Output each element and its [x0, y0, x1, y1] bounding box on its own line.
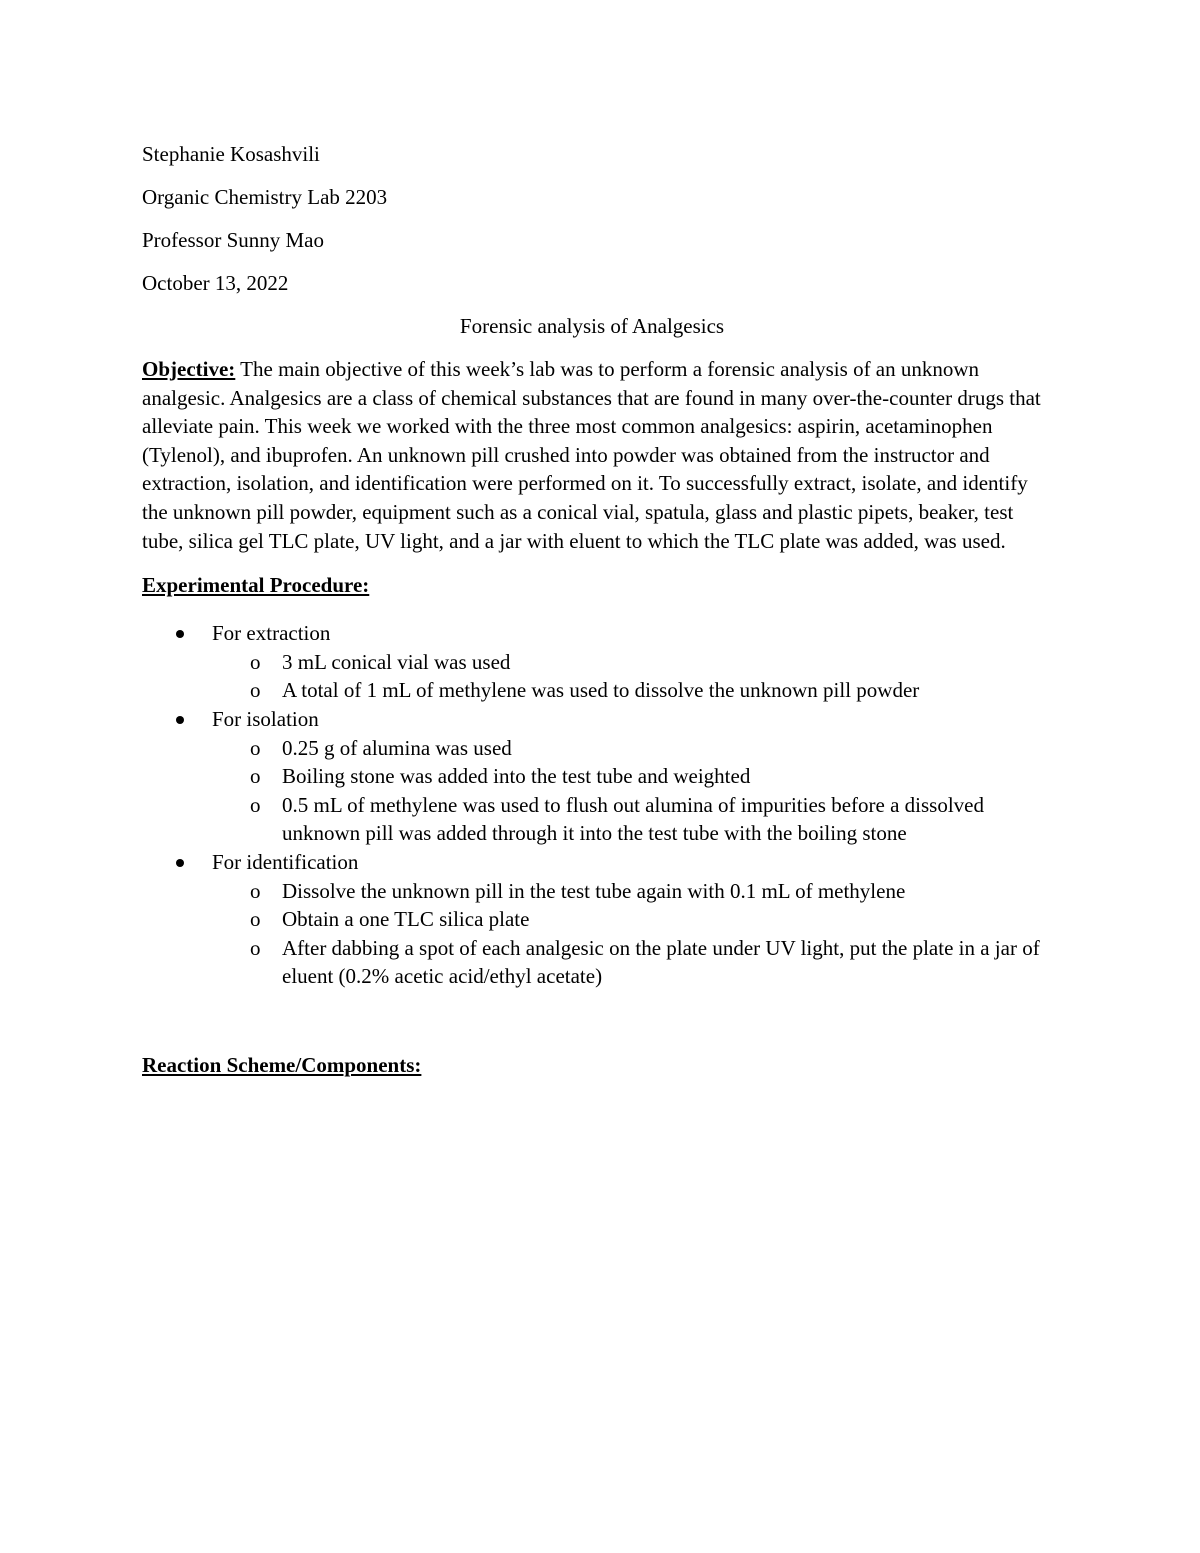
procedure-substeps	[212, 877, 1042, 991]
substep-text: Obtain a one TLC silica plate	[282, 907, 530, 932]
list-item	[212, 934, 1042, 991]
circle-bullet-icon: o	[250, 678, 261, 703]
author-name: Stephanie Kosashvili	[142, 142, 320, 166]
list-item	[212, 734, 1042, 763]
report-date: October 13, 2022	[142, 271, 289, 295]
objective-label: Objective:	[142, 357, 236, 381]
substep-text: Dissolve the unknown pill in the test tube again with 0.1 mL of methylene	[282, 878, 906, 903]
objective-text: The main objective of this week’s lab was to perform a forensic analysis of an unknown analgesic. Analgesics are a class of chemical substances that are found in many over-the-counter drugs that alleviate pain. This week we worked with the three most common analgesics: aspirin, acetaminophen (Tylenol), and ibuprofen. An unknown pill crushed into powder was obtained from the instructor and extraction, isolation, and identification were performed on it. To successfully extract, isolate, and identify the unknown pill powder, equipment such as a conical vial, spatula, glass and plastic pipets, beaker, test tube, silica gel TLC plate, UV light, and a jar with eluent to which the TLC plate was added, was used.	[142, 357, 1041, 553]
procedure-substeps	[212, 734, 1042, 848]
list-item	[142, 848, 1042, 991]
procedure-step-label: For identification	[212, 849, 359, 874]
bullet-icon	[176, 859, 184, 867]
circle-bullet-icon: o	[250, 907, 261, 932]
course-name: Organic Chemistry Lab 2203	[142, 185, 388, 209]
list-item	[212, 762, 1042, 791]
circle-bullet-icon: o	[250, 735, 261, 760]
list-item	[212, 676, 1042, 705]
procedure-substeps	[212, 648, 1042, 705]
list-item	[212, 877, 1042, 906]
procedure-step-label: For isolation	[212, 706, 319, 731]
substep-text: 0.25 g of alumina was used	[282, 735, 512, 760]
list-item	[212, 791, 1042, 848]
circle-bullet-icon: o	[250, 878, 261, 903]
professor-name: Professor Sunny Mao	[142, 228, 324, 252]
circle-bullet-icon: o	[250, 764, 261, 789]
substep-text: After dabbing a spot of each analgesic on the plate under UV light, put the plate in a jar of eluent (0.2% acetic acid/ethyl acetate)	[282, 935, 1040, 989]
substep-text: Boiling stone was added into the test tube and weighted	[282, 764, 751, 789]
list-item	[142, 705, 1042, 848]
bullet-icon	[176, 630, 184, 638]
substep-text: 3 mL conical vial was used	[282, 649, 511, 674]
document-content	[142, 140, 1042, 1079]
substep-text: 0.5 mL of methylene was used to flush out alumina of impurities before a dissolved unknown pill was added through it into the test tube with the boiling stone	[282, 792, 984, 846]
bullet-icon	[176, 716, 184, 724]
circle-bullet-icon: o	[250, 935, 261, 960]
procedure-heading: Experimental Procedure:	[142, 573, 370, 598]
objective-paragraph	[142, 355, 1042, 555]
list-item	[142, 619, 1042, 705]
document-title: Forensic analysis of Analgesics	[459, 314, 725, 338]
circle-bullet-icon: o	[250, 649, 261, 674]
list-item	[212, 648, 1042, 677]
circle-bullet-icon: o	[250, 792, 261, 817]
list-item	[212, 905, 1042, 934]
substep-text: A total of 1 mL of methylene was used to dissolve the unknown pill powder	[282, 678, 920, 703]
reaction-heading: Reaction Scheme/Components:	[142, 1052, 422, 1077]
procedure-list	[142, 619, 1042, 991]
procedure-step-label: For extraction	[212, 621, 331, 646]
